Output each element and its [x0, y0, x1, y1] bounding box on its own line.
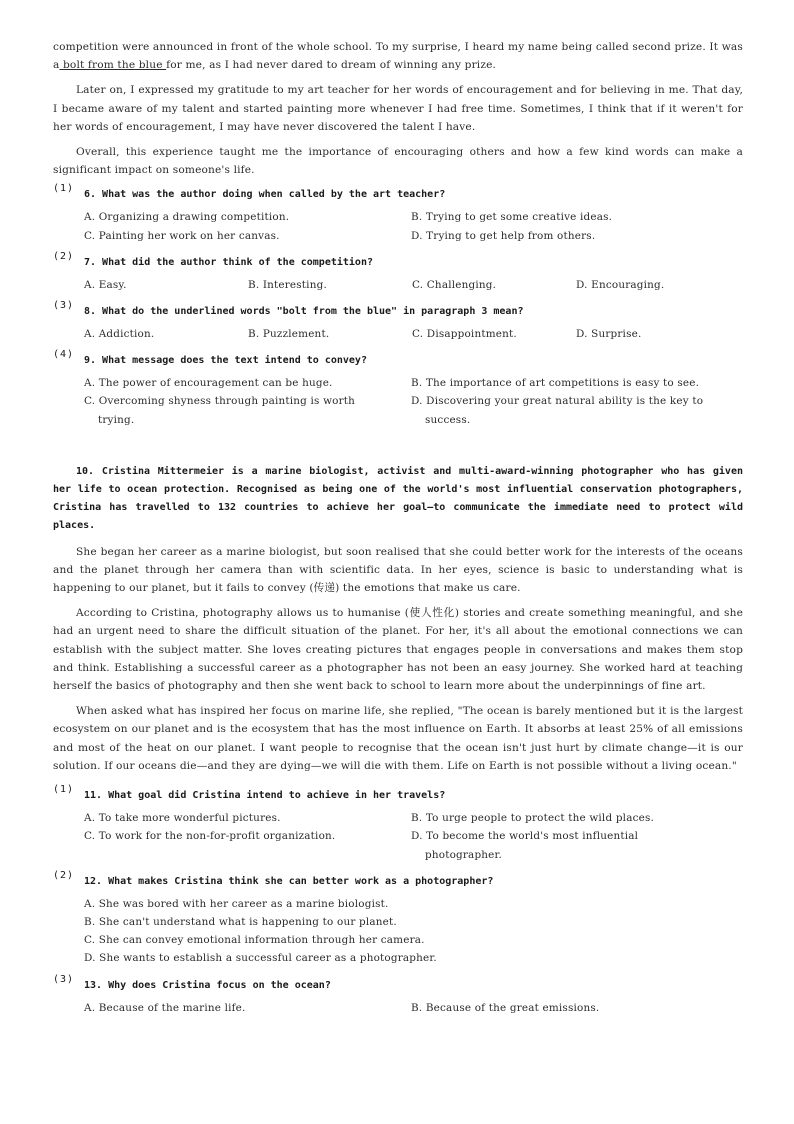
- question-number: (4): [53, 349, 75, 361]
- question-number: (2): [53, 869, 75, 881]
- question-number: (1): [53, 183, 75, 195]
- option-d[interactable]: D. Surprise.: [576, 328, 642, 341]
- worksheet-page: [53, 38, 743, 1017]
- question-13-options: [53, 999, 743, 1017]
- option-c[interactable]: C. She can convey emotional information through her camera.: [84, 934, 425, 947]
- passage1-paragraph-3: Overall, this experience taught me the importance of encouraging others and how a few kind words can make a significant impact on someone's life.: [53, 146, 743, 177]
- option-b[interactable]: B. Trying to get some creative ideas.: [411, 211, 613, 224]
- option-b[interactable]: B. She can't understand what is happening to our planet.: [84, 915, 397, 928]
- question-12: [53, 869, 743, 889]
- question-7-options: [53, 276, 743, 294]
- question-text: 8. What do the underlined words "bolt from the blue" in paragraph 3 mean?: [84, 306, 524, 318]
- option-a[interactable]: A. To take more wonderful pictures.: [84, 812, 281, 825]
- question-12-options: [53, 895, 743, 968]
- option-c[interactable]: C. Overcoming shyness through painting is worth trying.: [84, 395, 356, 426]
- question-6-options: [53, 208, 743, 244]
- option-d[interactable]: D. Encouraging.: [576, 278, 665, 291]
- option-b[interactable]: B. Interesting.: [248, 278, 327, 291]
- option-a[interactable]: A. Addiction.: [84, 328, 155, 341]
- option-c[interactable]: C. To work for the non-for-profit organization.: [84, 830, 336, 843]
- question-text: 6. What was the author doing when called by the art teacher?: [84, 189, 446, 201]
- option-d[interactable]: D. She wants to establish a successful career as a photographer.: [84, 952, 437, 965]
- option-a[interactable]: A. Easy.: [84, 278, 127, 291]
- question-number: (1): [53, 784, 75, 796]
- option-b[interactable]: B. Puzzlement.: [248, 328, 330, 341]
- question-8: [53, 300, 743, 319]
- option-c[interactable]: C. Disappointment.: [412, 328, 517, 341]
- option-d[interactable]: D. Discovering your great natural ability is the key to success.: [411, 395, 704, 426]
- passage2-paragraph-1: She began her career as a marine biologist, but soon realised that she could better work for the interests of the oceans and the planet through her camera than with scientific data. In her eyes, science is basic to understanding what is happening to our planet, but it fails to convey (传递) the emotions that make us care.: [53, 545, 743, 595]
- question-11: [53, 784, 743, 803]
- question-8-options: [53, 325, 743, 343]
- question-number: (3): [53, 300, 75, 312]
- option-c[interactable]: C. Painting her work on her canvas.: [84, 229, 280, 242]
- question-11-options: [53, 809, 743, 864]
- passage1-paragraph-2: Later on, I expressed my gratitude to my art teacher for her words of encouragement and for believing in me. That day, I became aware of my talent and started painting more whenever I had free time. Sometimes, I think that if it weren't for her words of encouragement, I may have never discovered the talent I have.: [53, 84, 743, 133]
- question-text: 13. Why does Cristina focus on the ocean?: [84, 979, 331, 991]
- question-text: 11. What goal did Cristina intend to achieve in her travels?: [84, 790, 446, 802]
- question-13: [53, 973, 743, 993]
- passage1-paragraph-1: competition were announced in front of the whole school. To my surprise, I heard my name being called second prize. It was a bolt from the blue for me, as I had never dared to dream of winning any prize.: [53, 41, 743, 72]
- passage2-intro: 10. Cristina Mittermeier is a marine biologist, activist and multi-award-winning photographer who has given her life to ocean protection. Recognised as being one of the world's most influential conservation photographers, Cristina has travelled to 132 countries to achieve her goal—to communicate the immediate need to protect wild places.: [53, 465, 743, 532]
- question-9-options: [53, 374, 743, 429]
- question-7: [53, 250, 743, 270]
- question-text: 12. What makes Cristina think she can better work as a photographer?: [84, 875, 494, 887]
- option-d[interactable]: D. To become the world's most influential photographer.: [411, 830, 639, 861]
- option-c[interactable]: C. Challenging.: [412, 278, 497, 291]
- option-b[interactable]: B. The importance of art competitions is easy to see.: [411, 377, 700, 390]
- question-text: 9. What message does the text intend to convey?: [84, 355, 367, 367]
- underlined-phrase: bolt from the blue: [59, 59, 167, 72]
- passage2-paragraph-3: When asked what has inspired her focus on marine life, she replied, "The ocean is barely mentioned but it is the largest ecosystem on our planet and is the ecosystem that has the most influence on Earth. It absorbs at least 25% of all emissions and most of the heat on our planet. I want people to recognise that the ocean isn't just hurt by climate change—it is our solution. If our oceans die—and they are dying—we will die with them. Life on Earth is not possible without a living ocean.": [53, 705, 743, 772]
- question-number: (2): [53, 250, 75, 262]
- question-number: (3): [53, 973, 75, 985]
- option-a[interactable]: A. Because of the marine life.: [84, 1001, 246, 1014]
- option-b[interactable]: B. To urge people to protect the wild places.: [411, 812, 654, 825]
- option-a[interactable]: A. Organizing a drawing competition.: [84, 211, 290, 224]
- question-6: [53, 183, 743, 202]
- question-9: [53, 349, 743, 368]
- passage2-paragraph-2: According to Cristina, photography allows us to humanise (使人性化) stories and create something meaningful, and she had an urgent need to share the difficult situation of the planet. For her, it's all about the emotional connections we can establish with the subject matter. She loves creating pictures that engages people in conversations and makes them stop and think. Establishing a successful career as a photographer has not been an easy journey. She worked hard at teaching herself the basics of photography and then she went back to school to learn more about the underpinnings of fine art.: [53, 607, 743, 693]
- option-d[interactable]: D. Trying to get help from others.: [411, 229, 596, 242]
- option-a[interactable]: A. The power of encouragement can be huge.: [84, 377, 333, 390]
- option-b[interactable]: B. Because of the great emissions.: [411, 1001, 600, 1014]
- option-a[interactable]: A. She was bored with her career as a marine biologist.: [84, 897, 389, 910]
- question-text: 7. What did the author think of the competition?: [84, 256, 373, 268]
